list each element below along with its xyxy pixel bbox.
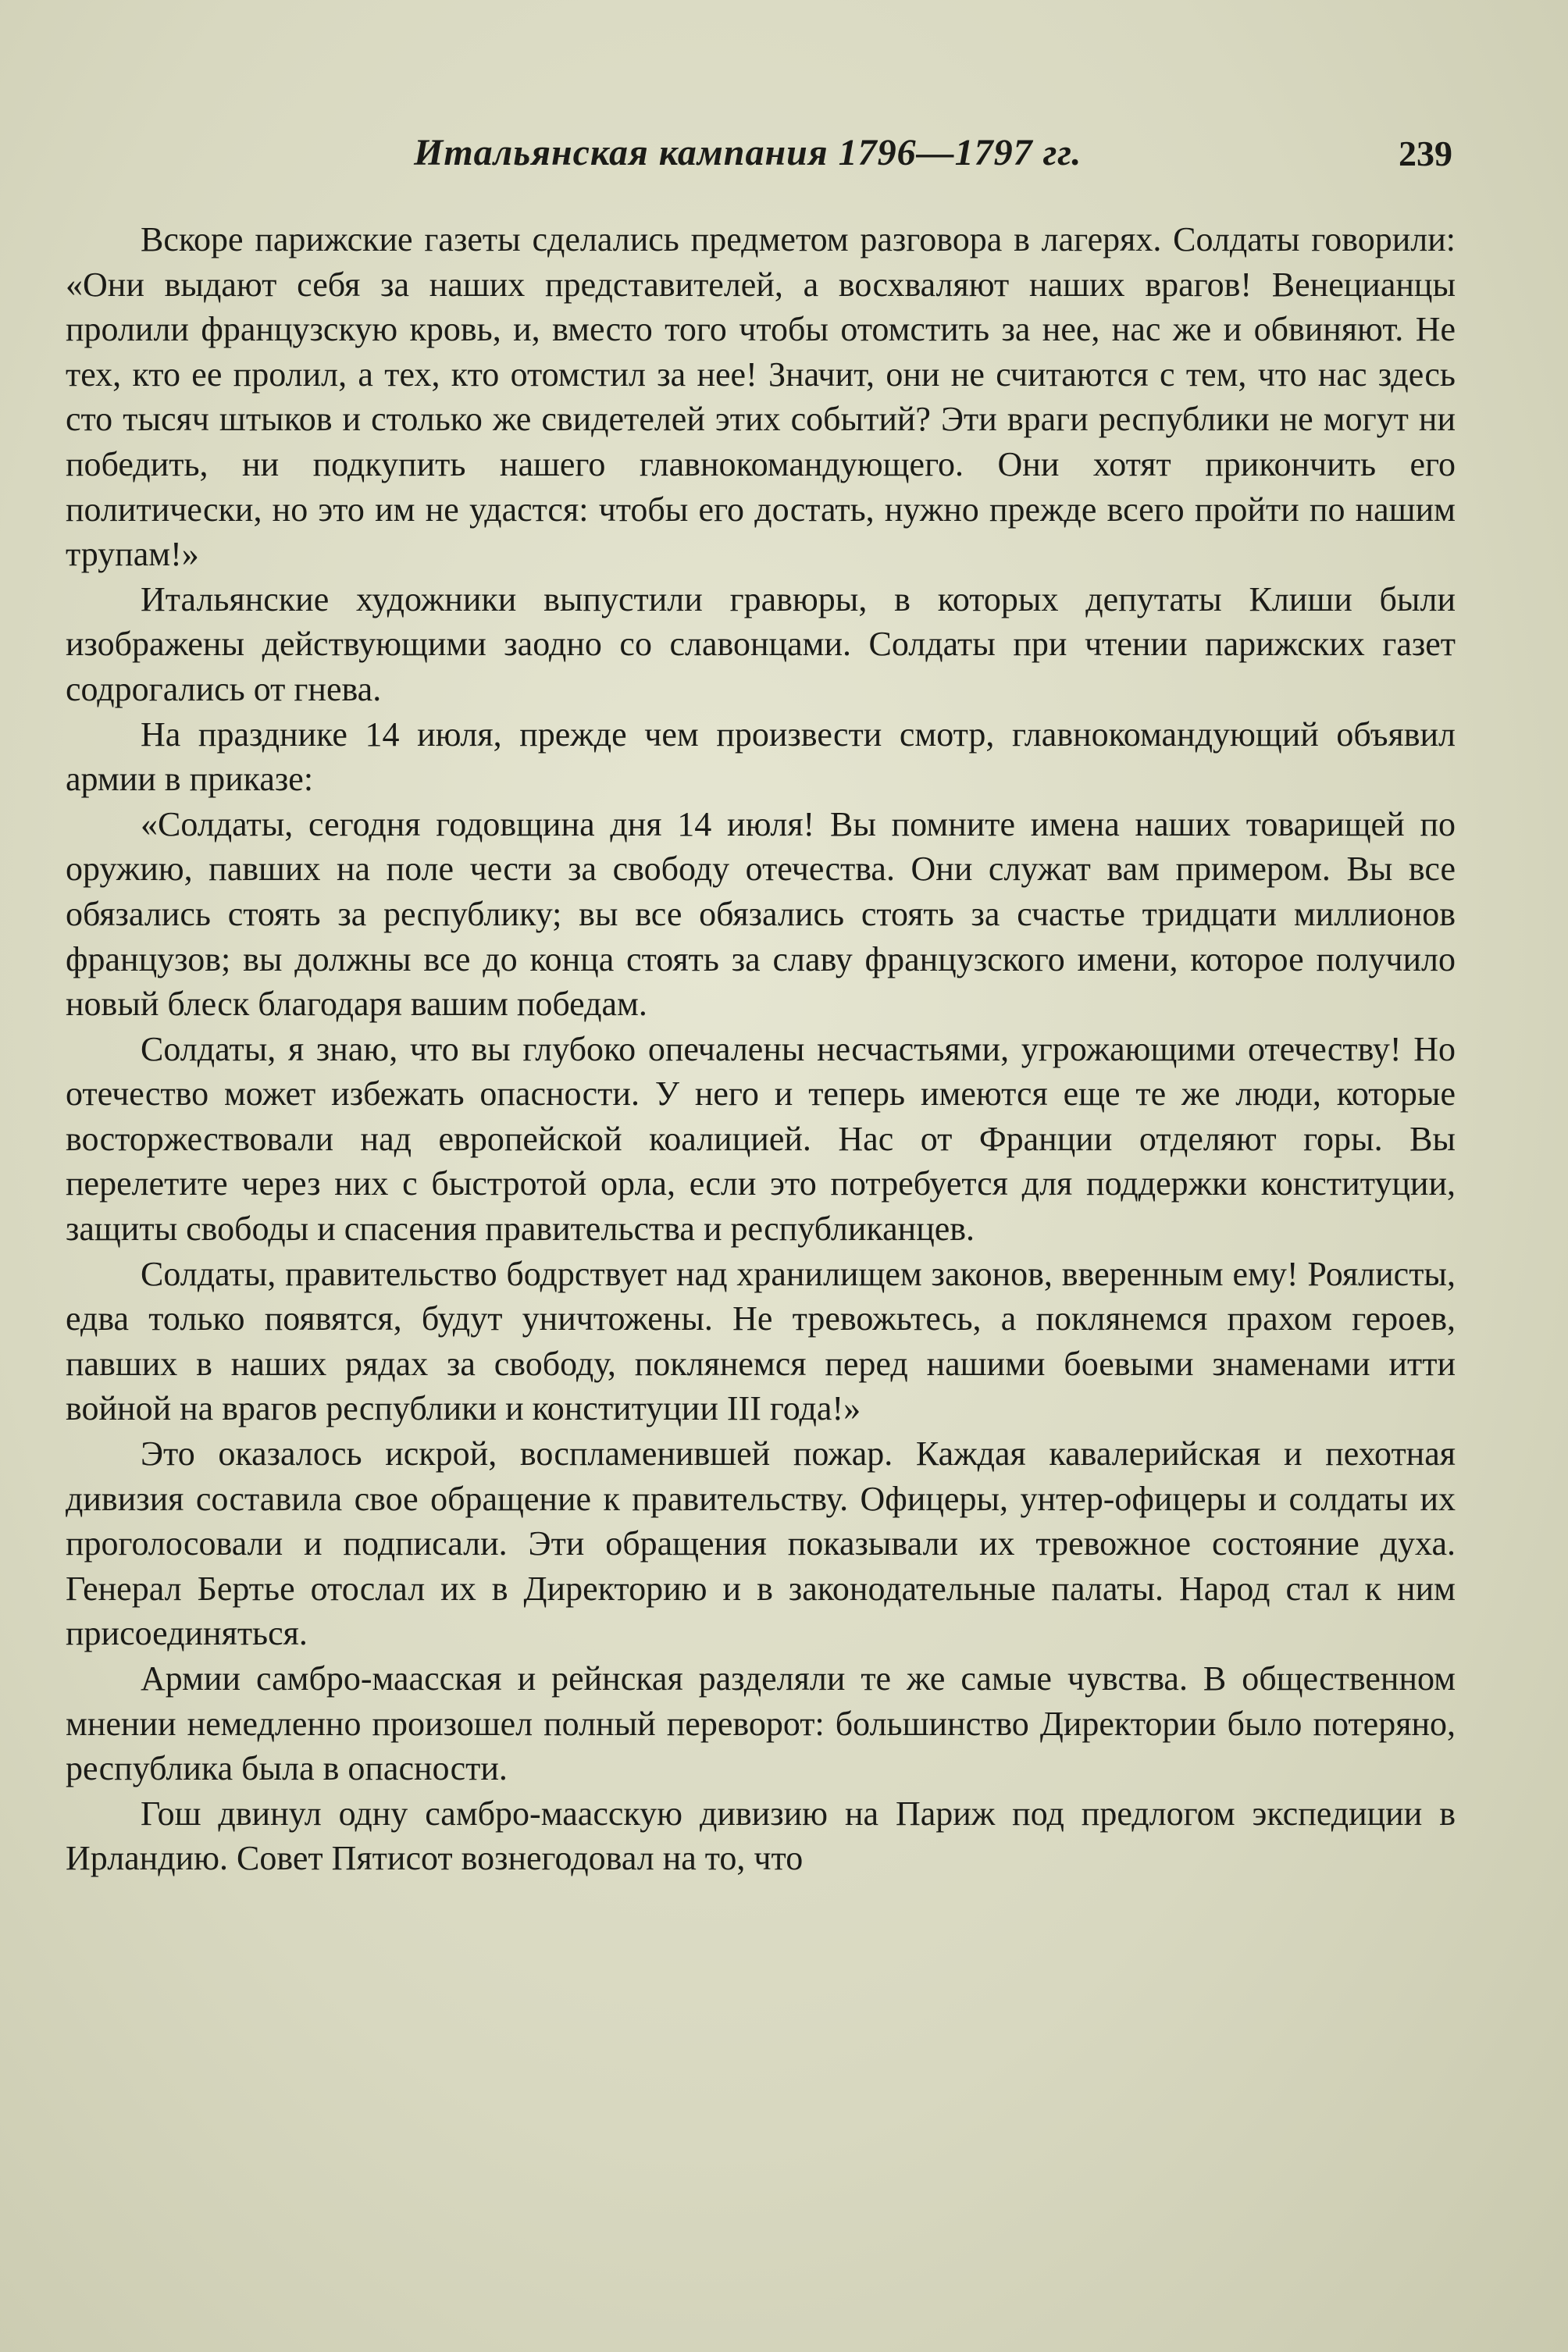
paragraph: Вскоре парижские газеты сделались предметом разговора в лагерях. Солдаты говорили: «Они выдают себя за наших представителей, а восхваляют наших врагов! Венецианцы пролили французскую кровь, и, вместо того чтобы отомстить за нее, нас же и обвиняют. Не тех, кто ее пролил, а тех, кто отомстил за нее! Значит, они не считаются с тем, что нас здесь сто тысяч штыков и столько же свидетелей этих событий? Эти враги республики не могут ни победить, ни подкупить нашего главнокомандующего. Они хотят прикончить его политически, но это им не удастся: чтобы его достать, нужно прежде всего пройти по нашим трупам!»: [66, 220, 1456, 574]
paragraph: Гош двинул одну самбро-маасскую дивизию на Париж под предлогом экспедиции в Ирландию. Совет Пятисот вознегодовал на то, что: [66, 1794, 1456, 1878]
body-text: [66, 217, 1456, 1881]
paragraph: Итальянские художники выпустили гравюры, в которых депутаты Клиши были изображены действующими заодно со славонцами. Солдаты при чтении парижских газет содрогались от гнева.: [66, 579, 1456, 708]
running-title: Итальянская кампания 1796—1797 гг.: [414, 132, 1082, 173]
paragraph: Это оказалось искрой, воспламенившей пожар. Каждая кавалерийская и пехотная дивизия составила свое обращение к правительству. Офицеры, унтер-офицеры и солдаты их проголосовали и подписали. Эти обращения показывали их тревожное состояние духа. Генерал Бертье отослал их в Директорию и в законодательные палаты. Народ стал к ним присоединяться.: [66, 1434, 1456, 1653]
page-header: [70, 131, 1452, 194]
paragraph: «Солдаты, сегодня годовщина дня 14 июля! Вы помните имена наших товарищей по оружию, павших на поле чести за свободу отечества. Они служат вам примером. Вы все обязались стоять за республику; вы все обязались стоять за счастье тридцати миллионов французов; вы должны все до конца стоять за славу французского имени, которое получило новый блеск благодаря вашим победам.: [66, 804, 1456, 1024]
paragraph: Солдаты, я знаю, что вы глубоко опечалены несчастьями, угрожающими отечеству! Но отечество может избежать опасности. У него и теперь имеются еще те же люди, которые восторжествовали над европейской коалицией. Нас от Франции отделяют горы. Вы перелетите через них с быстротой орла, если это потребуется для поддержки конституции, защиты свободы и спасения правительства и республиканцев.: [66, 1029, 1456, 1249]
paragraph: Солдаты, правительство бодрствует над хранилищем законов, вверенным ему! Роялисты, едва только появятся, будут уничтожены. Не тревожьтесь, а поклянемся прахом героев, павших в наших рядах за свободу, поклянемся перед нашими боевыми знаменами итти войной на врагов республики и конституции III года!»: [66, 1254, 1456, 1428]
page-number: 239: [1399, 134, 1452, 173]
paragraph: Армии самбро-маасская и рейнская разделяли те же самые чувства. В общественном мнении немедленно произошел полный переворот: большинство Директории было потеряно, республика была в опасности.: [66, 1659, 1456, 1788]
paragraph: На празднике 14 июля, прежде чем произвести смотр, главнокомандующий объявил армии в приказе:: [66, 715, 1456, 799]
